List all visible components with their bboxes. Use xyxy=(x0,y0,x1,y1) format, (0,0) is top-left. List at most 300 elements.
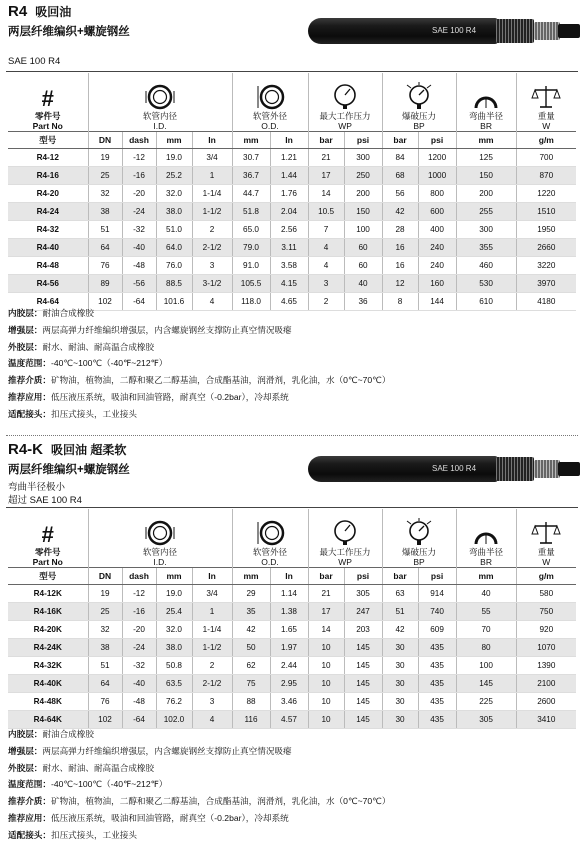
bend-radius-header: 弯曲半径 BR xyxy=(456,73,516,132)
table-cell: 102.0 xyxy=(156,711,192,729)
part-number-cell: R4-48 xyxy=(8,257,88,275)
feature-text: 弯曲半径极小 xyxy=(8,482,66,493)
note-line: 温度范围：-40℃~100℃（-40℉~212℉） xyxy=(8,358,168,369)
table-cell: 60 xyxy=(344,239,382,257)
part-number-cell: R4-16K xyxy=(8,603,88,621)
table-cell: 17 xyxy=(308,603,344,621)
table-cell: -24 xyxy=(122,203,156,221)
pressure-gauge-icon xyxy=(331,82,359,110)
table-cell: 1.14 xyxy=(270,585,308,603)
table-cell: 35 xyxy=(232,603,270,621)
table-cell: 3970 xyxy=(516,275,576,293)
table-cell: 30 xyxy=(382,675,418,693)
table-cell: 102 xyxy=(88,711,122,729)
bend-radius-icon xyxy=(471,522,501,546)
table-cell: -48 xyxy=(122,257,156,275)
table-cell: 51.8 xyxy=(232,203,270,221)
table-cell: 19 xyxy=(88,585,122,603)
table-cell: 50.8 xyxy=(156,657,192,675)
table-cell: 300 xyxy=(456,221,516,239)
table-cell: 16 xyxy=(382,239,418,257)
hose-print-text: SAE 100 R4 xyxy=(432,26,477,35)
table-body xyxy=(8,149,576,311)
table-cell: 2.04 xyxy=(270,203,308,221)
table-cell: 38 xyxy=(88,639,122,657)
table-cell: 25.4 xyxy=(156,603,192,621)
table-cell: 100 xyxy=(456,657,516,675)
table-row xyxy=(8,221,576,239)
table-cell: 65.0 xyxy=(232,221,270,239)
table-cell: 2660 xyxy=(516,239,576,257)
table-cell: 3/4 xyxy=(192,149,232,167)
table-cell: 21 xyxy=(308,149,344,167)
table-cell: 12 xyxy=(382,275,418,293)
unit-row: 型号 DN dash mm In mm In bar psi bar psi mm g/m xyxy=(8,568,576,585)
table-cell: 435 xyxy=(418,693,456,711)
table-cell: 10 xyxy=(308,693,344,711)
table-cell: -32 xyxy=(122,657,156,675)
outer-diameter-icon xyxy=(253,84,287,110)
table-cell: 44.7 xyxy=(232,185,270,203)
note-line: 推荐应用：低压液压系统，吸油和回油管路，耐真空（-0.2bar），冷却系统 xyxy=(8,391,289,402)
table-cell: 76 xyxy=(88,257,122,275)
outer-diameter-header: 软管外径 O.D. xyxy=(232,73,308,132)
table-cell: 609 xyxy=(418,621,456,639)
table-cell: 17 xyxy=(308,167,344,185)
table-cell: 240 xyxy=(418,239,456,257)
table-row xyxy=(8,621,576,639)
burst-gauge-icon xyxy=(404,518,434,546)
bend-radius-icon xyxy=(471,86,501,110)
product-title xyxy=(8,441,126,458)
table-cell: -16 xyxy=(122,167,156,185)
table-cell: 200 xyxy=(456,185,516,203)
part-number-cell: R4-20 xyxy=(8,185,88,203)
table-cell: 3.46 xyxy=(270,693,308,711)
table-cell: 118.0 xyxy=(232,293,270,311)
table-cell: 145 xyxy=(344,639,382,657)
standard-text: SAE 100 R4 xyxy=(8,56,61,67)
note-line: 适配接头：扣压式接头，工业接头 xyxy=(8,408,137,419)
table-cell: 10 xyxy=(308,675,344,693)
table-cell: 51 xyxy=(382,603,418,621)
scale-icon xyxy=(531,520,561,546)
table-cell: 435 xyxy=(418,675,456,693)
table-cell: 76.0 xyxy=(156,257,192,275)
table-cell: 150 xyxy=(344,203,382,221)
outer-diameter-header: 软管外径 O.D. xyxy=(232,509,308,568)
table-cell: 240 xyxy=(418,257,456,275)
table-cell: 42 xyxy=(232,621,270,639)
table-cell: 2-1/2 xyxy=(192,675,232,693)
table-cell: 1-1/2 xyxy=(192,639,232,657)
table-cell: 4 xyxy=(308,257,344,275)
working-pressure-header: 最大工作压力 WP xyxy=(308,509,382,568)
table-cell: 1 xyxy=(192,603,232,621)
table-row xyxy=(8,203,576,221)
part-number-cell: R4-24 xyxy=(8,203,88,221)
table-cell: 63.5 xyxy=(156,675,192,693)
table-cell: 3220 xyxy=(516,257,576,275)
table-cell: 70 xyxy=(456,621,516,639)
table-cell: 3.11 xyxy=(270,239,308,257)
table-cell: 4.65 xyxy=(270,293,308,311)
section-separator xyxy=(6,435,578,436)
table-cell: 435 xyxy=(418,639,456,657)
table-cell: 1 xyxy=(192,167,232,185)
table-cell: 305 xyxy=(344,585,382,603)
table-cell: 4 xyxy=(192,293,232,311)
table-cell: 91.0 xyxy=(232,257,270,275)
part-number-cell: R4-40K xyxy=(8,675,88,693)
weight-header: 重量 W xyxy=(516,73,576,132)
standard-text: 超过 SAE 100 R4 xyxy=(8,495,82,506)
table-cell: 2100 xyxy=(516,675,576,693)
table-cell: 21 xyxy=(308,585,344,603)
table-cell: 145 xyxy=(456,675,516,693)
table-cell: 400 xyxy=(418,221,456,239)
table-cell: 105.5 xyxy=(232,275,270,293)
weight-header: 重量 W xyxy=(516,509,576,568)
table-cell: 32 xyxy=(88,621,122,639)
table-cell: -24 xyxy=(122,639,156,657)
table-cell: 1000 xyxy=(418,167,456,185)
note-line: 外胶层：耐水、耐油、耐高温合成橡胶 xyxy=(8,341,155,352)
bend-radius-header: 弯曲半径 BR xyxy=(456,509,516,568)
table-cell: 16 xyxy=(382,257,418,275)
notes-block xyxy=(8,726,390,844)
table-cell: 4180 xyxy=(516,293,576,311)
table-row xyxy=(8,675,576,693)
table-cell: 740 xyxy=(418,603,456,621)
table-cell: 40 xyxy=(456,585,516,603)
table-cell: 64 xyxy=(88,675,122,693)
note-line: 增强层：两层高弹力纤维编织增强层，内含螺旋钢丝支撑防止真空情况吸瘪 xyxy=(8,745,292,756)
part-number-cell: R4-40 xyxy=(8,239,88,257)
table-row xyxy=(8,257,576,275)
table-cell: 42 xyxy=(382,203,418,221)
table-body xyxy=(8,585,576,729)
note-line: 推荐应用：低压液压系统，吸油和回油管路，耐真空（-0.2bar），冷却系统 xyxy=(8,812,289,823)
table-cell: 4 xyxy=(308,239,344,257)
table-cell: 150 xyxy=(456,167,516,185)
table-cell: 28 xyxy=(382,221,418,239)
table-cell: 25 xyxy=(88,603,122,621)
table-row xyxy=(8,657,576,675)
table-cell: 32.0 xyxy=(156,621,192,639)
table-cell: 68 xyxy=(382,167,418,185)
table-cell: 200 xyxy=(344,185,382,203)
inner-diameter-icon xyxy=(143,520,177,546)
table-cell: 7 xyxy=(308,221,344,239)
table-cell: 38.0 xyxy=(156,203,192,221)
table-cell: 160 xyxy=(418,275,456,293)
table-cell: 64 xyxy=(88,239,122,257)
table-cell: 1950 xyxy=(516,221,576,239)
table-cell: -20 xyxy=(122,621,156,639)
table-cell: 610 xyxy=(456,293,516,311)
table-cell: 1510 xyxy=(516,203,576,221)
spec-table xyxy=(8,509,576,729)
note-line: 内胶层：耐油合成橡胶 xyxy=(8,729,94,739)
table-cell: -64 xyxy=(122,293,156,311)
hash-icon: # xyxy=(41,86,54,111)
table-cell: 56 xyxy=(382,185,418,203)
table-row xyxy=(8,585,576,603)
table-cell: 255 xyxy=(456,203,516,221)
table-cell: 36.7 xyxy=(232,167,270,185)
product-title xyxy=(8,3,71,20)
inner-diameter-icon xyxy=(143,84,177,110)
table-cell: 1.76 xyxy=(270,185,308,203)
table-cell: 580 xyxy=(516,585,576,603)
table-cell: 10 xyxy=(308,657,344,675)
table-cell: 920 xyxy=(516,621,576,639)
table-cell: 25.2 xyxy=(156,167,192,185)
table-row xyxy=(8,639,576,657)
table-row xyxy=(8,239,576,257)
table-cell: 30 xyxy=(382,711,418,729)
note-line: 增强层：两层高弹力纤维编织增强层，内含螺旋钢丝支撑防止真空情况吸瘪 xyxy=(8,324,292,335)
table-cell: 1.44 xyxy=(270,167,308,185)
table-cell: 10 xyxy=(308,639,344,657)
table-row xyxy=(8,149,576,167)
part-no-header: # 零件号 Part No xyxy=(8,73,88,132)
table-cell: -16 xyxy=(122,603,156,621)
burst-gauge-icon xyxy=(404,82,434,110)
table-row xyxy=(8,167,576,185)
note-line: 适配接头：扣压式接头，工业接头 xyxy=(8,829,137,840)
note-line: 外胶层：耐水、耐油、耐高温合成橡胶 xyxy=(8,762,155,773)
table-cell: 460 xyxy=(456,257,516,275)
hose-image xyxy=(308,456,580,482)
table-cell: 8 xyxy=(382,293,418,311)
table-cell: 14 xyxy=(308,185,344,203)
part-number-cell: R4-16 xyxy=(8,167,88,185)
table-cell: 89 xyxy=(88,275,122,293)
table-cell: 530 xyxy=(456,275,516,293)
table-cell: 19.0 xyxy=(156,149,192,167)
table-cell: 125 xyxy=(456,149,516,167)
table-cell: 32 xyxy=(88,185,122,203)
product-code: R4-K xyxy=(8,441,44,458)
table-cell: 4 xyxy=(192,711,232,729)
table-cell: 300 xyxy=(344,149,382,167)
header-row xyxy=(8,509,576,568)
table-cell: 14 xyxy=(308,621,344,639)
table-cell: 355 xyxy=(456,239,516,257)
table-cell: -40 xyxy=(122,239,156,257)
table-cell: 76.2 xyxy=(156,693,192,711)
part-number-cell: R4-32 xyxy=(8,221,88,239)
table-cell: 145 xyxy=(344,693,382,711)
table-row xyxy=(8,603,576,621)
table-cell: 305 xyxy=(456,711,516,729)
table-cell: 100 xyxy=(344,221,382,239)
section-divider xyxy=(6,507,578,508)
note-line: 温度范围：-40℃~100℃（-40℉~212℉） xyxy=(8,779,168,790)
table-cell: 3-1/2 xyxy=(192,275,232,293)
header-row xyxy=(8,73,576,132)
table-cell: 1220 xyxy=(516,185,576,203)
table-cell: 51 xyxy=(88,221,122,239)
table-cell: 3 xyxy=(308,275,344,293)
table-cell: -12 xyxy=(122,149,156,167)
table-cell: 102 xyxy=(88,293,122,311)
table-cell: 19 xyxy=(88,149,122,167)
burst-pressure-header: 爆破压力 BP xyxy=(382,73,456,132)
table-cell: 40 xyxy=(344,275,382,293)
table-cell: 1-1/2 xyxy=(192,203,232,221)
table-cell: 2 xyxy=(192,657,232,675)
part-number-cell: R4-12 xyxy=(8,149,88,167)
inner-diameter-header: 软管内径 I.D. xyxy=(88,509,232,568)
table-cell: 88 xyxy=(232,693,270,711)
table-cell: -64 xyxy=(122,711,156,729)
part-no-header: # 零件号 Part No xyxy=(8,509,88,568)
table-cell: -20 xyxy=(122,185,156,203)
part-number-cell: R4-12K xyxy=(8,585,88,603)
table-cell: 2-1/2 xyxy=(192,239,232,257)
table-cell: 145 xyxy=(344,657,382,675)
table-cell: 29 xyxy=(232,585,270,603)
table-cell: 32.0 xyxy=(156,185,192,203)
table-cell: 19.0 xyxy=(156,585,192,603)
table-cell: 144 xyxy=(418,293,456,311)
part-number-cell: R4-24K xyxy=(8,639,88,657)
table-cell: 145 xyxy=(344,711,382,729)
table-cell: 750 xyxy=(516,603,576,621)
hose-image xyxy=(308,18,580,44)
table-cell: 870 xyxy=(516,167,576,185)
table-cell: 101.6 xyxy=(156,293,192,311)
table-cell: 225 xyxy=(456,693,516,711)
table-cell: 1200 xyxy=(418,149,456,167)
table-cell: 60 xyxy=(344,257,382,275)
table-cell: 50 xyxy=(232,639,270,657)
table-cell: 3/4 xyxy=(192,585,232,603)
table-cell: 700 xyxy=(516,149,576,167)
table-cell: 2.56 xyxy=(270,221,308,239)
note-line: 内胶层：耐油合成橡胶 xyxy=(8,308,94,318)
table-cell: 600 xyxy=(418,203,456,221)
part-number-cell: R4-64 xyxy=(8,293,88,311)
table-row xyxy=(8,185,576,203)
table-cell: 2.95 xyxy=(270,675,308,693)
table-cell: 30.7 xyxy=(232,149,270,167)
part-number-cell: R4-56 xyxy=(8,275,88,293)
table-row xyxy=(8,275,576,293)
table-cell: 30 xyxy=(382,639,418,657)
section-divider xyxy=(6,71,578,72)
unit-row: 型号 DN dash mm In mm In bar psi bar psi mm g/m xyxy=(8,132,576,149)
hose-print-text: SAE 100 R4 xyxy=(432,464,477,473)
table-row xyxy=(8,693,576,711)
working-pressure-header: 最大工作压力 WP xyxy=(308,73,382,132)
table-cell: 1.97 xyxy=(270,639,308,657)
table-cell: -48 xyxy=(122,693,156,711)
construction-text: 两层纤维编织+螺旋钢丝 xyxy=(8,464,130,476)
table-cell: 145 xyxy=(344,675,382,693)
table-cell: 30 xyxy=(382,657,418,675)
table-cell: -56 xyxy=(122,275,156,293)
table-cell: -32 xyxy=(122,221,156,239)
hash-icon: # xyxy=(41,522,54,547)
table-cell: 1070 xyxy=(516,639,576,657)
table-cell: 800 xyxy=(418,185,456,203)
product-subtitle: 吸回油 超柔软 xyxy=(51,443,127,457)
table-cell: 64.0 xyxy=(156,239,192,257)
table-cell: 2600 xyxy=(516,693,576,711)
table-cell: 1-1/4 xyxy=(192,621,232,639)
product-subtitle: 吸回油 xyxy=(35,5,72,19)
table-cell: 51 xyxy=(88,657,122,675)
part-number-cell: R4-48K xyxy=(8,693,88,711)
table-cell: 79.0 xyxy=(232,239,270,257)
table-cell: 2 xyxy=(308,293,344,311)
table-cell: 3 xyxy=(192,257,232,275)
table-cell: 42 xyxy=(382,621,418,639)
table-cell: 88.5 xyxy=(156,275,192,293)
note-line: 推荐介质：矿物油，植物油，二醇和聚乙二醇基油，合成酯基油，润滑剂，乳化油，水（0℃~70℃） xyxy=(8,796,391,807)
table-cell: 76 xyxy=(88,693,122,711)
scale-icon xyxy=(531,84,561,110)
table-cell: 62 xyxy=(232,657,270,675)
table-cell: 2 xyxy=(192,221,232,239)
table-cell: 116 xyxy=(232,711,270,729)
table-cell: 1.21 xyxy=(270,149,308,167)
table-cell: 250 xyxy=(344,167,382,185)
table-cell: 38.0 xyxy=(156,639,192,657)
spec-table xyxy=(8,73,576,311)
table-cell: 10 xyxy=(308,711,344,729)
burst-pressure-header: 爆破压力 BP xyxy=(382,509,456,568)
table-cell: 75 xyxy=(232,675,270,693)
note-line: 推荐介质：矿物油，植物油，二醇和聚乙二醇基油，合成酯基油，润滑剂，乳化油，水（0℃~70℃） xyxy=(8,375,391,386)
outer-diameter-icon xyxy=(253,520,287,546)
table-cell: 84 xyxy=(382,149,418,167)
table-cell: 38 xyxy=(88,203,122,221)
table-cell: 63 xyxy=(382,585,418,603)
part-number-cell: R4-20K xyxy=(8,621,88,639)
table-cell: 36 xyxy=(344,293,382,311)
table-cell: 80 xyxy=(456,639,516,657)
table-cell: 25 xyxy=(88,167,122,185)
table-cell: 55 xyxy=(456,603,516,621)
inner-diameter-header: 软管内径 I.D. xyxy=(88,73,232,132)
table-cell: 10.5 xyxy=(308,203,344,221)
part-number-cell: R4-64K xyxy=(8,711,88,729)
table-cell: 51.0 xyxy=(156,221,192,239)
table-cell: 2.44 xyxy=(270,657,308,675)
table-cell: 1.38 xyxy=(270,603,308,621)
table-cell: 1-1/4 xyxy=(192,185,232,203)
table-cell: 1.65 xyxy=(270,621,308,639)
construction-text: 两层纤维编织+螺旋钢丝 xyxy=(8,26,130,38)
table-cell: 914 xyxy=(418,585,456,603)
table-cell: 4.15 xyxy=(270,275,308,293)
table-cell: 435 xyxy=(418,657,456,675)
part-number-cell: R4-32K xyxy=(8,657,88,675)
notes-block xyxy=(8,305,390,423)
table-cell: 3 xyxy=(192,693,232,711)
product-code: R4 xyxy=(8,3,28,20)
table-cell: -40 xyxy=(122,675,156,693)
table-cell: 3.58 xyxy=(270,257,308,275)
table-cell: 435 xyxy=(418,711,456,729)
table-cell: 1390 xyxy=(516,657,576,675)
table-cell: 203 xyxy=(344,621,382,639)
